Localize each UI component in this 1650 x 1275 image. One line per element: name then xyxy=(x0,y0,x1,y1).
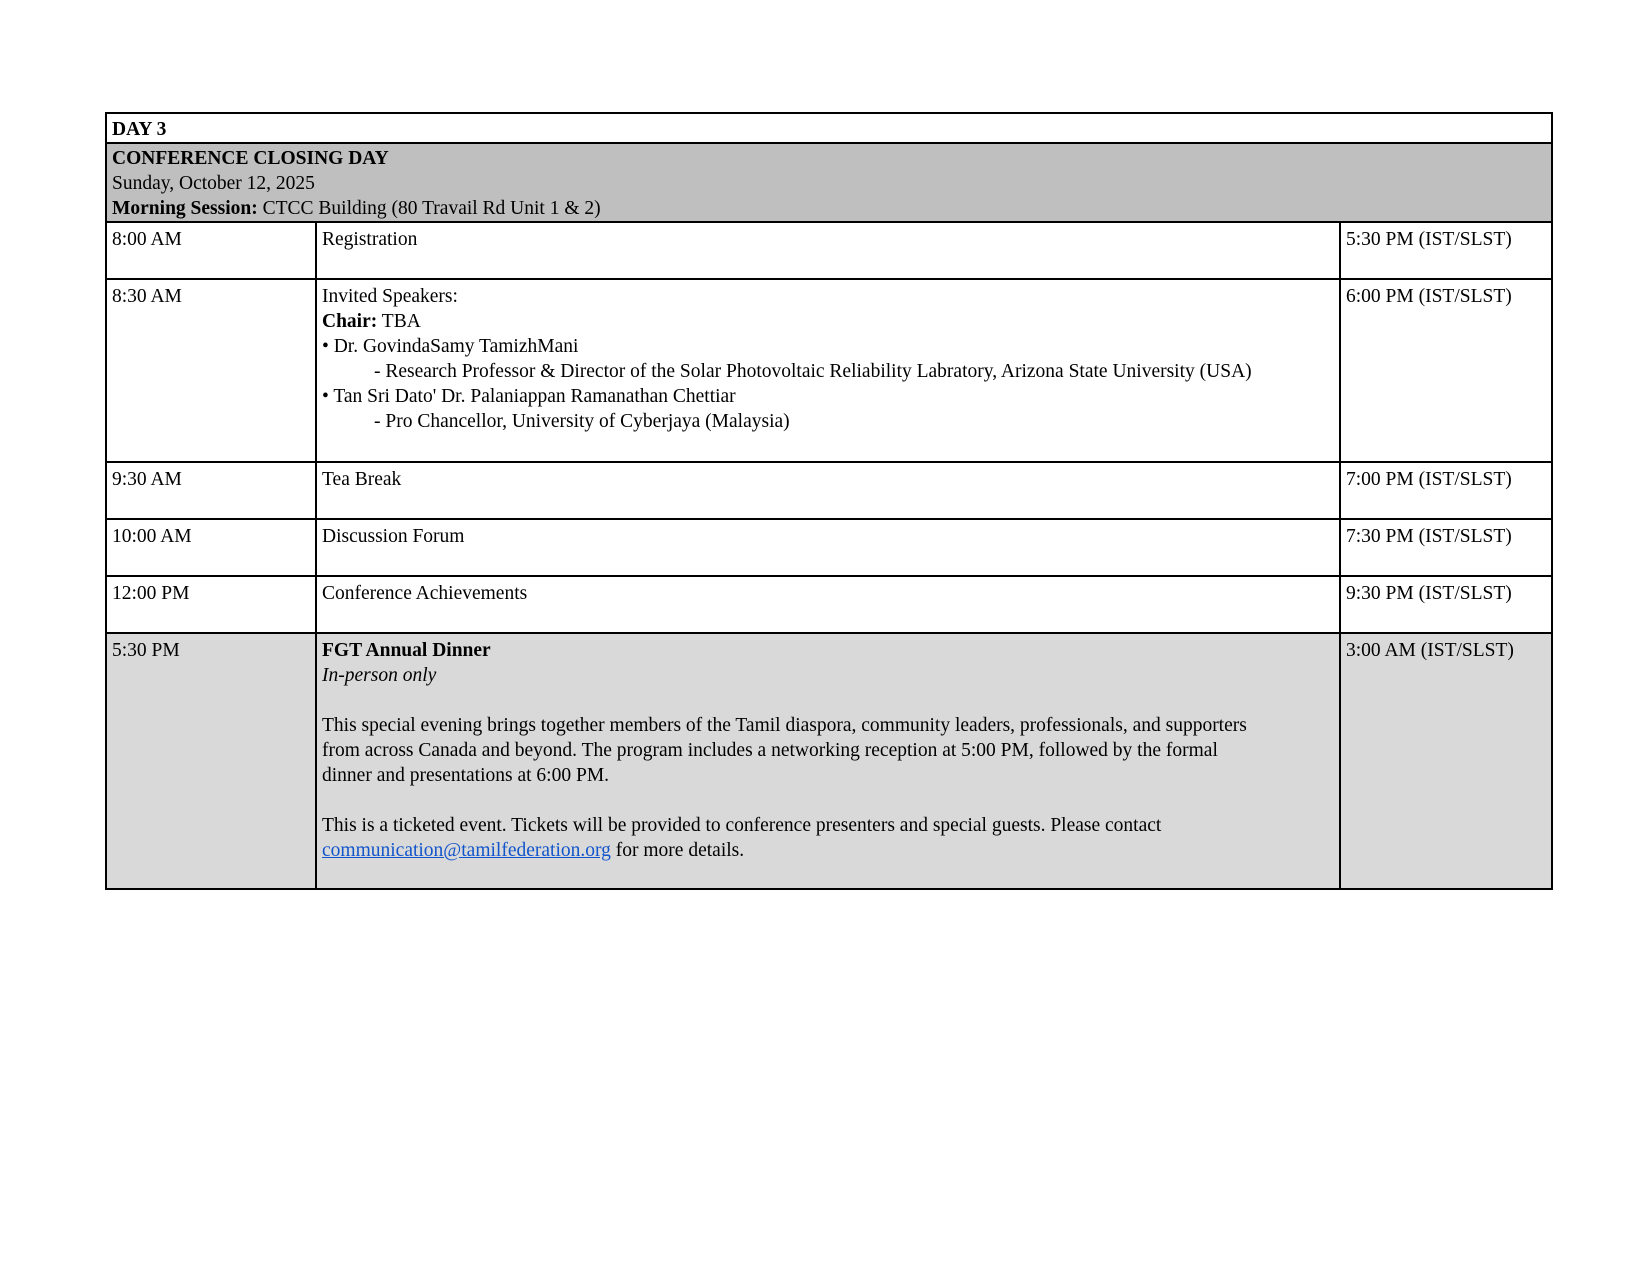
alt-time-cell: 5:30 PM (IST/SLST) xyxy=(1340,222,1552,279)
time-cell: 8:00 AM xyxy=(106,222,316,279)
event-cell: Tea Break xyxy=(316,462,1340,519)
time-cell: 8:30 AM xyxy=(106,279,316,462)
session-info xyxy=(112,196,1546,221)
time-cell: 10:00 AM xyxy=(106,519,316,576)
table-row xyxy=(106,462,1552,519)
day-label: DAY 3 xyxy=(106,113,1552,143)
session-label: Morning Session: xyxy=(112,198,258,219)
event-cell: Registration xyxy=(316,222,1340,279)
speaker-name: • Dr. GovindaSamy TamizhMani xyxy=(322,336,579,357)
time-cell: 5:30 PM xyxy=(106,633,316,889)
time-cell: 9:30 AM xyxy=(106,462,316,519)
event-title: Invited Speakers: xyxy=(322,286,458,307)
table-row xyxy=(106,519,1552,576)
time-cell: 12:00 PM xyxy=(106,576,316,633)
event-note: In-person only xyxy=(322,665,437,686)
chair-value: TBA xyxy=(381,311,421,332)
chair-line xyxy=(322,309,1334,334)
speaker-role: - Pro Chancellor, University of Cyberjaya (Malaysia) xyxy=(374,411,790,432)
description-line: This special evening brings together members of the Tamil diaspora, community leaders, professionals, and supporters xyxy=(322,715,1247,736)
description-line: from across Canada and beyond. The program includes a networking reception at 5:00 PM, followed by the formal xyxy=(322,740,1218,761)
event-cell: Conference Achievements xyxy=(316,576,1340,633)
speaker-name: • Tan Sri Dato' Dr. Palaniappan Ramanathan Chettiar xyxy=(322,386,736,407)
table-row xyxy=(106,279,1552,462)
session-location: CTCC Building (80 Travail Rd Unit 1 & 2) xyxy=(262,198,601,219)
email-link[interactable]: communication@tamilfederation.org xyxy=(322,840,611,861)
day-header-row xyxy=(106,143,1552,222)
day-title: CONFERENCE CLOSING DAY xyxy=(112,148,389,169)
alt-time-cell: 3:00 AM (IST/SLST) xyxy=(1340,633,1552,889)
table-row xyxy=(106,576,1552,633)
day-row xyxy=(106,113,1552,143)
alt-time-cell: 6:00 PM (IST/SLST) xyxy=(1340,279,1552,462)
ticket-info xyxy=(322,813,1334,863)
alt-time-cell: 9:30 PM (IST/SLST) xyxy=(1340,576,1552,633)
table-row xyxy=(106,222,1552,279)
event-cell xyxy=(316,633,1340,889)
event-title: FGT Annual Dinner xyxy=(322,640,491,661)
alt-time-cell: 7:00 PM (IST/SLST) xyxy=(1340,462,1552,519)
contact-tail: for more details. xyxy=(610,840,745,861)
alt-time-cell: 7:30 PM (IST/SLST) xyxy=(1340,519,1552,576)
ticket-line: This is a ticketed event. Tickets will be provided to conference presenters and special guests. Please contact xyxy=(322,815,1162,836)
contact-line xyxy=(322,838,1334,863)
event-cell xyxy=(316,279,1340,462)
day-header xyxy=(106,143,1552,222)
event-cell: Discussion Forum xyxy=(316,519,1340,576)
table-row xyxy=(106,633,1552,889)
description-line: dinner and presentations at 6:00 PM. xyxy=(322,765,610,786)
speaker-role: - Research Professor & Director of the Solar Photovoltaic Reliability Labratory, Arizona State University (USA) xyxy=(374,361,1252,382)
chair-label: Chair: xyxy=(322,311,378,332)
event-description xyxy=(322,713,1334,788)
schedule-table xyxy=(105,112,1553,890)
day-date: Sunday, October 12, 2025 xyxy=(112,173,315,194)
